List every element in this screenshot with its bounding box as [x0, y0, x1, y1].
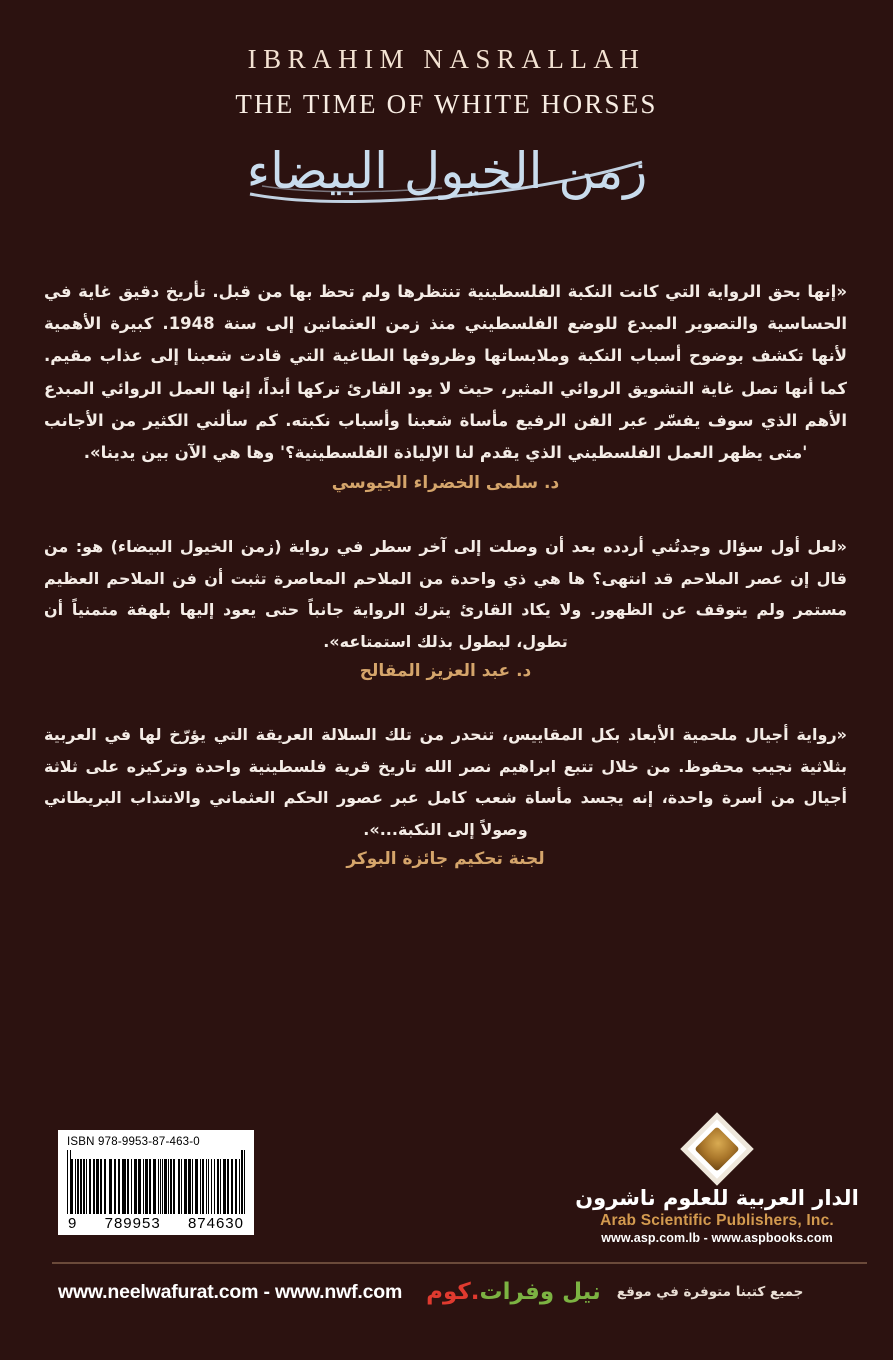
barcode-bars	[64, 1150, 248, 1214]
blurb-attribution: د. عبد العزيز المقالح	[359, 661, 532, 682]
publisher-urls: www.asp.com.lb - www.aspbooks.com	[601, 1231, 833, 1246]
author-name: IBRAHIM NASRALLAH	[247, 44, 646, 74]
publisher-name-arabic: الدار العربية للعلوم ناشرون	[575, 1186, 859, 1210]
footer-bar	[0, 1272, 893, 1312]
publisher-logo	[567, 1118, 867, 1245]
blurb-attribution: لجنة تحكيم جائزة البوكر	[346, 849, 545, 870]
blurb-item	[44, 531, 847, 681]
masthead	[0, 0, 893, 218]
neelwafurat-tagline: جميع كتبنا متوفرة في موقع	[616, 1284, 804, 1300]
english-title: THE TIME OF WHITE HORSES	[235, 89, 658, 119]
blurb-list	[0, 218, 893, 869]
footer-divider	[52, 1262, 867, 1264]
isbn-barcode	[58, 1130, 254, 1235]
diamond-emblem-icon	[677, 1118, 757, 1180]
blurb-text: «لعل أول سؤال وجدتُني أردده بعد أن وصلت إلى آخر سطر في رواية (زمن الخيول البيضاء) هو: من قال إن عصر الملاحم قد انتهى؟ ها هي ذي واحدة من الملاحم المعاصرة تثبت أن فن الملاحم العظيم مستمر ولم يتوقف عن الظهور. ولا يكاد القارئ يترك الرواية جانباً حتى يعود إليها بلهفة متمنياً أن تطول، ليطول بذلك استمتاعه».	[44, 537, 847, 651]
arabic-title-text: زمن الخيول البيضاء	[246, 142, 647, 200]
isbn-label: ISBN 978-9953-87-463-0	[67, 1136, 200, 1148]
neelwafurat-logo-green: نيل وفرات	[479, 1279, 601, 1305]
blurb-item	[44, 276, 847, 493]
bottom-section	[0, 1110, 893, 1360]
blurb-item	[44, 719, 847, 869]
barcode-digits	[64, 1215, 248, 1232]
publisher-name-english: Arab Scientific Publishers, Inc.	[600, 1212, 834, 1230]
neelwafurat-logo	[426, 1279, 601, 1305]
arabic-calligraphic-title	[0, 132, 893, 218]
neelwafurat-urls[interactable]: www.neelwafurat.com - www.nwf.com	[58, 1280, 403, 1303]
blurb-text: «رواية أجيال ملحمية الأبعاد بكل المقاييس، تنحدر من تلك السلالة العريقة التي يؤرّخ لها في العربية بثلاثية نجيب محفوظ. من خلال تتبع ابراهيم نصر الله تاريخ قرية فلسطينية واحدة وتركيزه على ثلاثة أجيال من أسرة واحدة، إنه يجسد مأساة شعب كامل عبر عصور الحكم العثماني والانتداب البريطاني وصولاً إلى النكبة...».	[44, 725, 847, 839]
neelwafurat-logo-red: .كوم	[426, 1279, 480, 1305]
barcode-digit-group-1: 789953	[104, 1215, 161, 1232]
blurb-text: «إنها بحق الرواية التي كانت النكبة الفلسطينية تنتظرها ولم تحظ بها من قبل. تأريخ دقيق غاية في الحساسية والتصوير المبدع للوضع الفلسطيني منذ زمن العثمانين إلى سنة 1948. كبيرة الأهمية لأنها تكشف بوضوح أسباب النكبة وملابساتها وظروفها الطاغية التي قادت شعبنا إلى عذاب مقيم. كما أنها تصل غاية التشويق الروائي المثير، حيث لا يود القارئ تركها أبداً، إنها العمل الروائي المبدع الأهم الذي سوف يفسّر عبر الفن الرفيع مأساة شعبنا وأسباب نكبته. كم سألني الكثير من الأجانب 'متى يظهر العمل الفلسطيني الذي يقدم لنا الإلياذة الفلسطينية؟' وها هي الآن بين يدينا».	[44, 282, 847, 462]
barcode-digit-group-2: 874630	[187, 1215, 244, 1232]
barcode-digit-left: 9	[68, 1215, 78, 1232]
blurb-attribution: د. سلمى الخضراء الجيوسي	[331, 473, 560, 494]
